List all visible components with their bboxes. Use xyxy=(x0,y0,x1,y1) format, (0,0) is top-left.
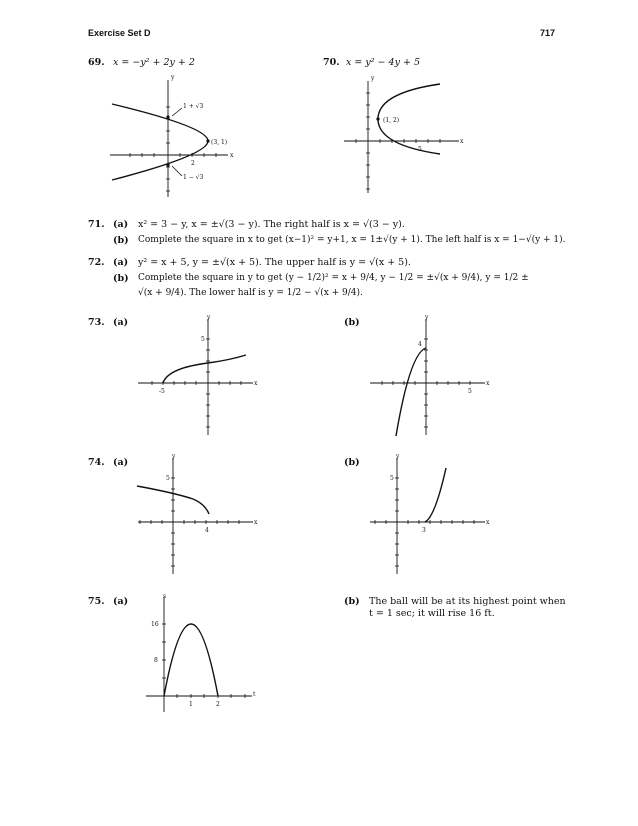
graph-69 xyxy=(110,72,250,202)
part-a-label: (a) xyxy=(113,219,129,230)
axis-label-t: t xyxy=(253,691,256,698)
exercise-number-72: 72. xyxy=(88,257,105,268)
part-a-label: (a) xyxy=(113,457,129,468)
part-b-label: (b) xyxy=(344,457,360,468)
exercise-number-71: 71. xyxy=(88,219,105,230)
label-vertex: (3, 1) xyxy=(211,139,228,146)
tick-label-4: 4 xyxy=(418,341,422,348)
part-b-label: (b) xyxy=(344,317,360,328)
tick-label-3: 3 xyxy=(422,527,426,534)
exercise-75b-text-line2: t = 1 sec; it will rise 16 ft. xyxy=(369,608,495,619)
tick-label-5: 5 xyxy=(418,146,422,153)
axis-label-x: x xyxy=(254,380,258,387)
tick-label-16: 16 xyxy=(151,621,159,628)
axis-label-y: y xyxy=(172,453,176,460)
exercise-70-equation: x = y² − 4y + 5 xyxy=(346,57,420,68)
exercise-72b-text-line1: Complete the square in y to get (y − 1/2)² = x + 9/4, y − 1/2 = ±√(x + 9/4), y = 1/2 ± xyxy=(138,273,529,283)
exercise-72a-text: y² = x + 5, y = ±√(x + 5). The upper half is y = √(x + 5). xyxy=(138,257,411,268)
axis-label-y: y xyxy=(207,314,211,321)
graph-74a xyxy=(135,452,265,577)
axis-label-x: x xyxy=(254,519,258,526)
axis-label-y: y xyxy=(371,75,375,82)
exercise-number-75: 75. xyxy=(88,596,105,607)
tick-label-2: 2 xyxy=(216,701,220,708)
graph-75a xyxy=(146,592,276,717)
label-vertex: (1, 2) xyxy=(383,117,400,124)
tick-label-1: 1 xyxy=(189,701,193,708)
part-b-label: (b) xyxy=(113,235,129,246)
exercise-75b-text-line1: The ball will be at its highest point when xyxy=(369,596,566,607)
tick-label-4: 4 xyxy=(205,527,209,534)
tick-label-neg5: -5 xyxy=(159,388,165,395)
part-a-label: (a) xyxy=(113,317,129,328)
exercise-71b-text: Complete the square in x to get (x−1)² = y+1, x = 1±√(y + 1). The left half is x = 1−√(y + 1). xyxy=(138,235,566,245)
exercise-number-74: 74. xyxy=(88,457,105,468)
tick-label-8: 8 xyxy=(154,657,158,664)
axis-label-x: x xyxy=(486,380,490,387)
part-b-label: (b) xyxy=(113,273,129,284)
label-bottom-intercept: 1 − √3 xyxy=(183,174,204,181)
axis-label-y: y xyxy=(396,453,400,460)
tick-label-5: 5 xyxy=(468,388,472,395)
axis-label-x: x xyxy=(230,152,234,159)
exercise-number-73: 73. xyxy=(88,317,105,328)
exercise-number-69: 69. xyxy=(88,57,105,68)
graph-73b xyxy=(370,313,500,438)
graph-73a xyxy=(135,313,265,438)
label-top-intercept: 1 + √3 xyxy=(183,103,204,110)
section-title: Exercise Set D xyxy=(88,28,151,38)
tick-label-5: 5 xyxy=(201,336,205,343)
part-b-label: (b) xyxy=(344,596,360,607)
part-a-label: (a) xyxy=(113,596,129,607)
axis-label-s: s xyxy=(163,593,167,600)
graph-74b xyxy=(370,452,500,577)
tick-label-2: 2 xyxy=(191,160,195,167)
graph-70 xyxy=(344,73,474,198)
axis-label-y: y xyxy=(425,314,429,321)
tick-label-5: 5 xyxy=(166,475,170,482)
tick-label-5: 5 xyxy=(390,475,394,482)
page-number: 717 xyxy=(540,28,556,38)
exercise-72b-text-line2: √(x + 9/4). The lower half is y = 1/2 − √(x + 9/4). xyxy=(138,288,363,298)
axis-label-x: x xyxy=(486,519,490,526)
axis-label-x: x xyxy=(460,138,464,145)
axis-label-y: y xyxy=(171,74,175,81)
exercise-71a-text: x² = 3 − y, x = ±√(3 − y). The right half is x = √(3 − y). xyxy=(138,219,405,230)
exercise-number-70: 70. xyxy=(323,57,340,68)
part-a-label: (a) xyxy=(113,257,129,268)
exercise-69-equation: x = −y² + 2y + 2 xyxy=(113,57,195,68)
